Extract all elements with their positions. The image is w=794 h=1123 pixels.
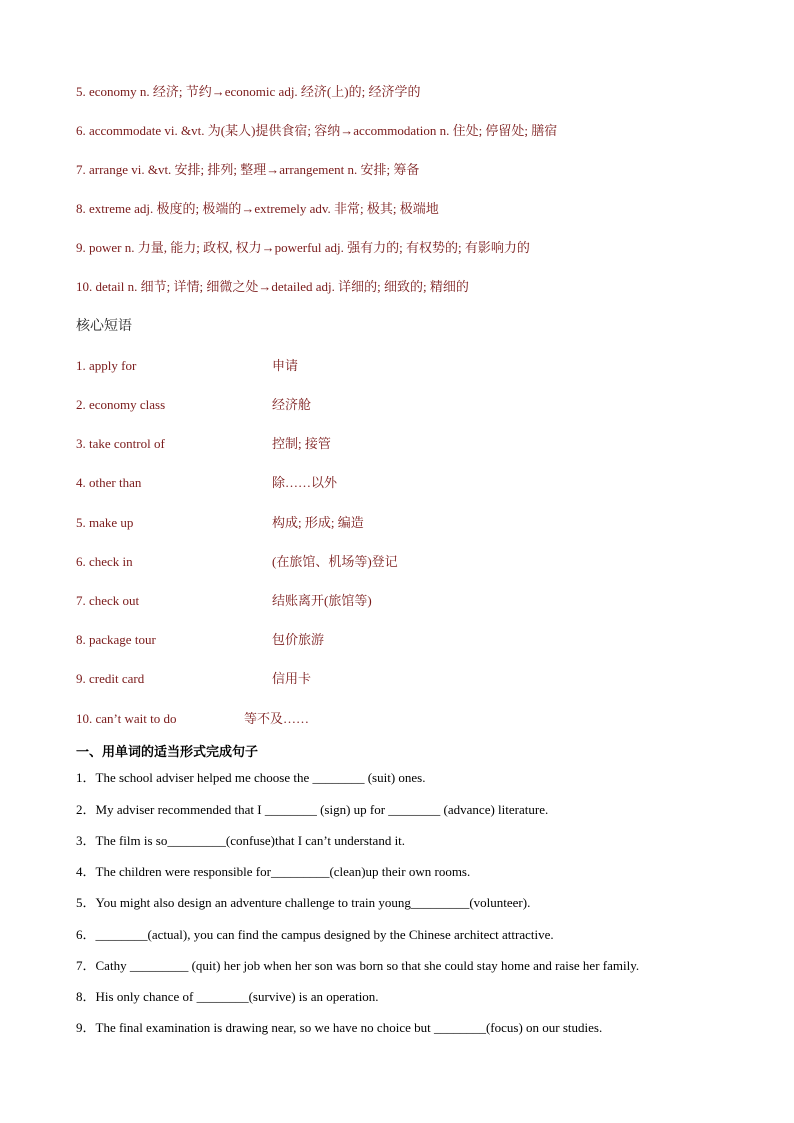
- phrase-english: 6. check in: [76, 554, 133, 569]
- exercise-sentence: [76, 769, 426, 787]
- vocab-item: 10. detail n. 细节; 详情; 细微之处→detailed adj. 详细的; 细致的; 精细的: [76, 279, 469, 294]
- exercise-text: ________(actual), you can find the campus designed by the Chinese architect attractive.: [95, 927, 554, 942]
- phrase-item: [76, 592, 372, 610]
- exercise-number: 7．: [76, 958, 96, 973]
- phrase-item: [76, 396, 312, 414]
- exercise-text: The final examination is drawing near, so we have no choice but ________(focus) on our studies.: [95, 1020, 603, 1035]
- phrase-item: [76, 710, 310, 728]
- exercise-sentence: [76, 1019, 602, 1037]
- phrase-english: 8. package tour: [76, 632, 156, 647]
- exercise-text: His only chance of ________(survive) is an operation.: [95, 989, 379, 1004]
- vocab-item: 5. economy n. 经济; 节约→economic adj. 经济(上)的; 经济学的: [76, 84, 421, 99]
- phrase-english: 2. economy class: [76, 397, 166, 412]
- vocab-item: 7. arrange vi. &vt. 安排; 排列; 整理→arrangement n. 安排; 筹备: [76, 162, 420, 177]
- vocab-item: 6. accommodate vi. &vt. 为(某人)提供食宿; 容纳→accommodation n. 住处; 停留处; 膳宿: [76, 123, 558, 138]
- exercise-text: My adviser recommended that I ________ (sign) up for ________ (advance) literature.: [95, 802, 549, 817]
- exercise-sentence: [76, 988, 379, 1006]
- exercise-sentence: [76, 832, 405, 850]
- phrase-english: 1. apply for: [76, 358, 137, 373]
- exercise-number: 5．: [76, 895, 96, 910]
- phrase-chinese: 构成; 形成; 编造: [272, 515, 364, 530]
- exercise-text: The children were responsible for_________(clean)up their own rooms.: [95, 864, 471, 879]
- phrase-chinese: 结账离开(旅馆等): [272, 593, 372, 608]
- exercise-number: 9．: [76, 1020, 96, 1035]
- phrase-chinese: (在旅馆、机场等)登记: [272, 554, 398, 569]
- exercise-number: 6．: [76, 927, 96, 942]
- exercise-text: Cathy _________ (quit) her job when her son was born so that she could stay home and raise her family.: [95, 958, 640, 973]
- phrase-item: [76, 553, 398, 571]
- phrase-english: 7. check out: [76, 593, 140, 608]
- phrase-english: 5. make up: [76, 515, 134, 530]
- phrase-item: [76, 631, 325, 649]
- exercise-number: 2．: [76, 802, 96, 817]
- exercise-number: 1．: [76, 770, 96, 785]
- exercise-sentence: [76, 926, 554, 944]
- exercise-text: The film is so_________(confuse)that I can’t understand it.: [95, 833, 406, 848]
- vocab-item: 8. extreme adj. 极度的; 极端的→extremely adv. 非常; 极其; 极端地: [76, 201, 439, 216]
- phrase-item: [76, 670, 312, 688]
- phrase-chinese: 等不及……: [244, 711, 310, 726]
- phrase-item: [76, 514, 364, 532]
- phrase-chinese: 控制; 接管: [272, 436, 331, 451]
- exercise-sentence: [76, 863, 470, 881]
- phrase-item: [76, 474, 338, 492]
- phrase-chinese: 除……以外: [272, 475, 338, 490]
- exercise-sentence: [76, 801, 548, 819]
- exercise-number: 4．: [76, 864, 96, 879]
- phrases-heading: 核心短语: [76, 319, 132, 334]
- exercise-sentence: [76, 957, 639, 975]
- exercise-text: You might also design an adventure challenge to train young_________(volunteer).: [95, 895, 531, 910]
- phrase-chinese: 信用卡: [272, 671, 312, 686]
- exercise-section-title: 一、用单词的适当形式完成句子: [76, 745, 259, 760]
- phrase-item: [76, 435, 331, 453]
- vocab-item: 9. power n. 力量, 能力; 政权, 权力→powerful adj. 强有力的; 有权势的; 有影响力的: [76, 240, 530, 255]
- phrase-chinese: 申请: [272, 358, 299, 373]
- exercise-number: 8．: [76, 989, 96, 1004]
- phrase-chinese: 经济舱: [272, 397, 312, 412]
- exercise-text: The school adviser helped me choose the ________ (suit) ones.: [95, 770, 426, 785]
- exercise-sentence: [76, 894, 530, 912]
- phrase-english: 3. take control of: [76, 436, 165, 451]
- phrase-english: 9. credit card: [76, 671, 145, 686]
- phrase-item: [76, 357, 299, 375]
- phrase-english: 10. can’t wait to do: [76, 711, 177, 726]
- phrase-chinese: 包价旅游: [272, 632, 325, 647]
- exercise-number: 3．: [76, 833, 96, 848]
- phrase-english: 4. other than: [76, 475, 142, 490]
